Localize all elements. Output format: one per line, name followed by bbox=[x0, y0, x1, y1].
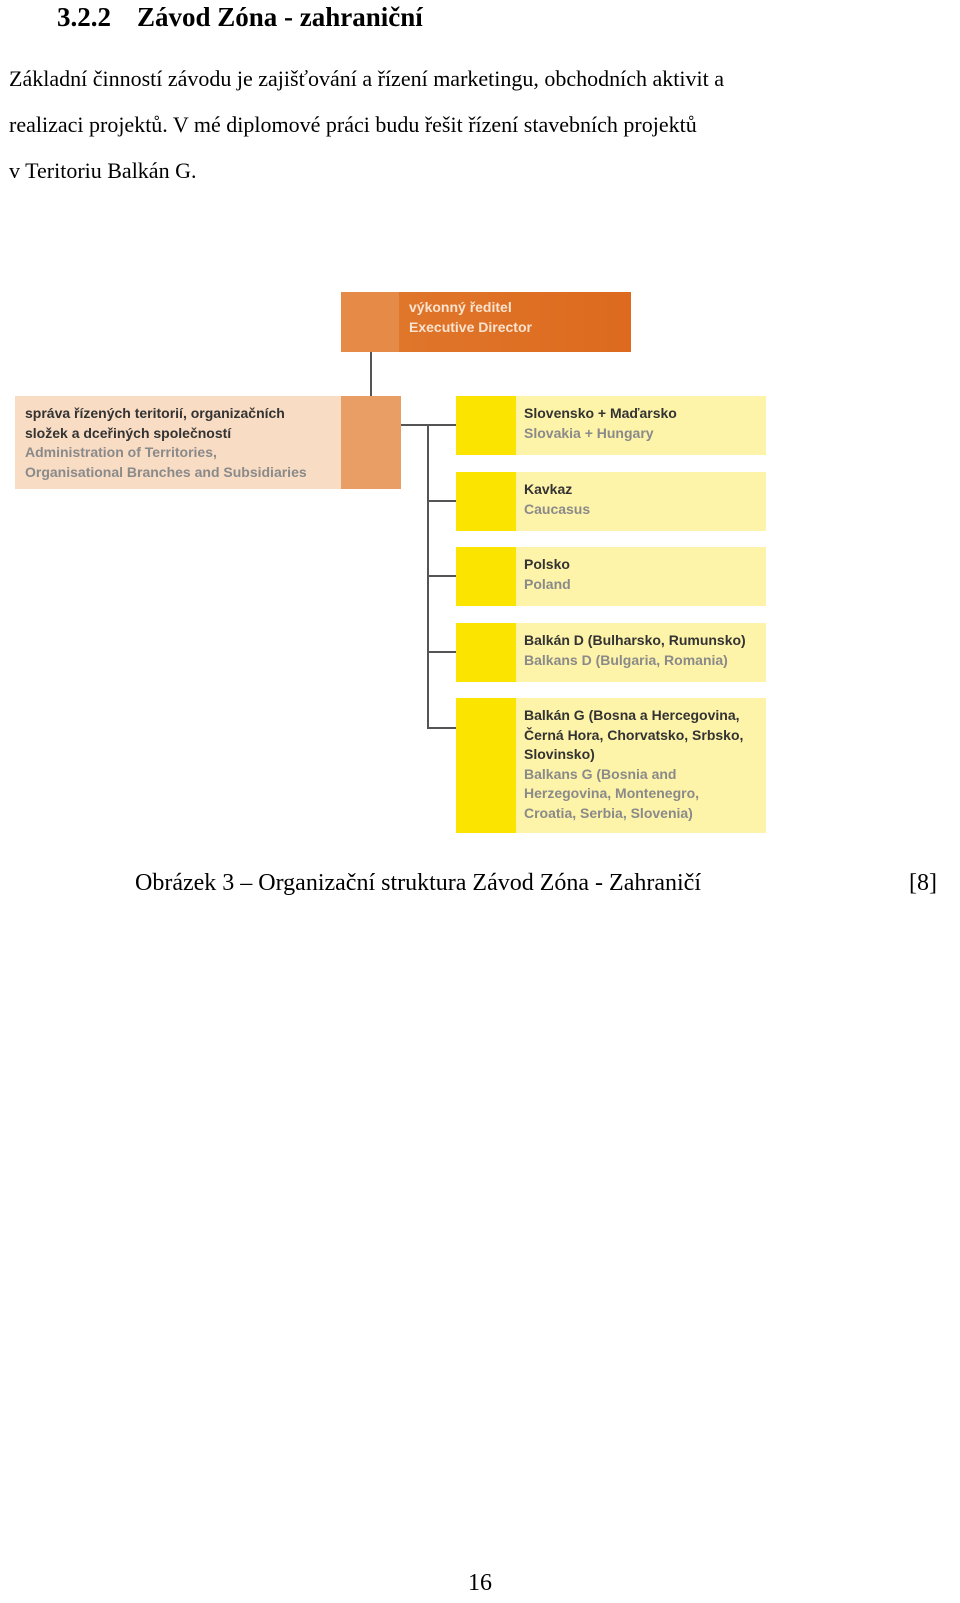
territory-label-cz: Kavkaz bbox=[524, 481, 573, 497]
territory-label-en: Croatia, Serbia, Slovenia) bbox=[524, 804, 693, 821]
admin-label-en: Organisational Branches and Subsidiaries bbox=[25, 463, 307, 480]
admin-label-en: Administration of Territories, bbox=[25, 444, 217, 460]
territory-label-en: Caucasus bbox=[524, 500, 591, 517]
territory-label-cz: Slovinsko) bbox=[524, 746, 595, 762]
connector-admin-spine bbox=[401, 424, 428, 426]
territory-label-en: Poland bbox=[524, 575, 571, 592]
territory-accent bbox=[456, 472, 516, 531]
territory-label-cz: Slovensko + Maďarsko bbox=[524, 405, 677, 421]
admin-label-cz: správa řízených teritorií, organizačních bbox=[25, 405, 285, 421]
executive-label-cz: výkonný ředitel bbox=[409, 299, 512, 315]
paragraph-line: Základní činností závodu je zajišťování a řízení marketingu, obchodních aktivit a bbox=[9, 66, 725, 91]
territory-accent bbox=[456, 623, 516, 682]
territory-label-en: Herzegovina, Montenegro, bbox=[524, 785, 700, 801]
executive-accent bbox=[341, 292, 399, 352]
territory-accent bbox=[456, 698, 516, 833]
territory-label-en: Balkans G (Bosnia and bbox=[524, 765, 677, 782]
territory-label-cz: Polsko bbox=[524, 556, 570, 572]
administration-accent bbox=[341, 396, 401, 489]
section-title: Závod Zóna - zahraniční bbox=[137, 2, 423, 32]
page-number: 16 bbox=[468, 1570, 492, 1596]
territory-label-en: Balkans D (Bulgaria, Romania) bbox=[524, 651, 728, 668]
paragraph-line: realizaci projektů. V mé diplomové práci budu řešit řízení stavebních projektů bbox=[9, 112, 697, 137]
territory-label-cz: Balkán D (Bulharsko, Rumunsko) bbox=[524, 632, 746, 648]
territory-accent bbox=[456, 396, 516, 455]
connector-branch bbox=[427, 575, 456, 577]
territory-label-cz: Černá Hora, Chorvatsko, Srbsko, bbox=[524, 726, 744, 743]
admin-label-cz: složek a dceřiných společností bbox=[25, 424, 232, 441]
connector-branch bbox=[427, 651, 456, 653]
figure-reference: [8] bbox=[909, 870, 937, 896]
territory-label-cz: Balkán G (Bosna a Hercegovina, bbox=[524, 707, 740, 723]
territory-label-en: Slovakia + Hungary bbox=[524, 424, 654, 441]
connector-exec-down bbox=[370, 352, 372, 396]
executive-label-en: Executive Director bbox=[409, 318, 532, 335]
figure-caption: Obrázek 3 – Organizační struktura Závod Zóna - Zahraničí bbox=[135, 870, 701, 896]
paragraph-line: v Teritoriu Balkán G. bbox=[9, 158, 197, 183]
connector-branch bbox=[427, 727, 456, 729]
section-number: 3.2.2 bbox=[57, 2, 111, 32]
territory-accent bbox=[456, 547, 516, 606]
connector-branch bbox=[427, 424, 456, 426]
connector-branch bbox=[427, 500, 456, 502]
